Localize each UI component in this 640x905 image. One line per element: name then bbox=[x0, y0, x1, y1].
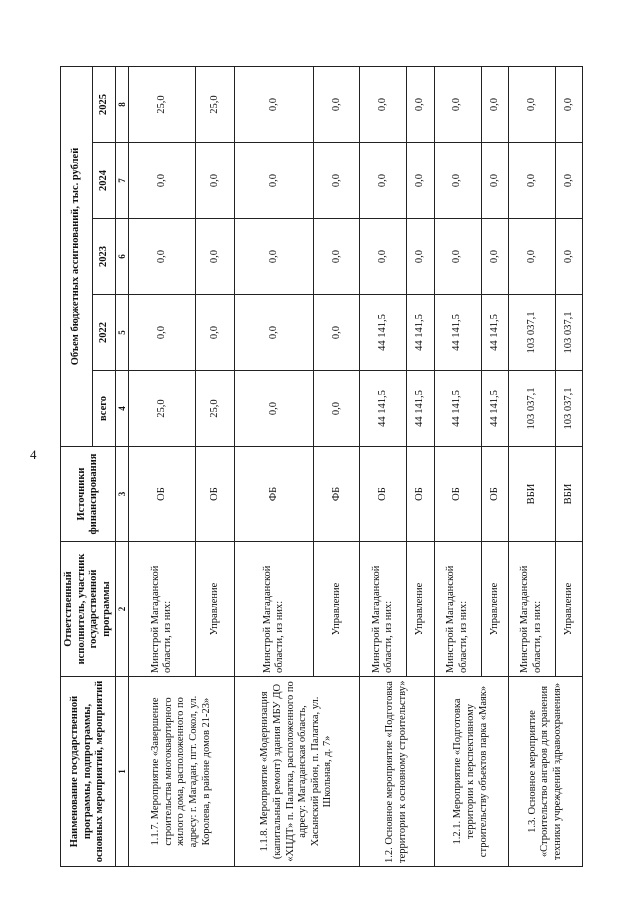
source-cell: ОБ bbox=[196, 447, 235, 542]
value-cell: 0,0 bbox=[196, 295, 235, 371]
value-cell: 0,0 bbox=[314, 66, 360, 142]
executor-cell: Управление bbox=[407, 542, 434, 677]
table-row bbox=[360, 66, 407, 866]
value-cell: 0,0 bbox=[509, 143, 556, 219]
value-cell: 0,0 bbox=[235, 295, 314, 371]
value-cell: 0,0 bbox=[360, 219, 407, 295]
value-cell: 0,0 bbox=[235, 143, 314, 219]
value-cell: 0,0 bbox=[407, 143, 434, 219]
value-cell: 0,0 bbox=[235, 219, 314, 295]
value-cell: 103 037,1 bbox=[509, 371, 556, 447]
source-cell: ФБ bbox=[314, 447, 360, 542]
header-executor: Ответственный исполнитель, участник государственной программы bbox=[61, 542, 116, 677]
value-cell: 0,0 bbox=[509, 219, 556, 295]
value-cell: 44 141,5 bbox=[481, 371, 508, 447]
value-cell: 103 037,1 bbox=[555, 295, 582, 371]
executor-cell: Управление bbox=[481, 542, 508, 677]
value-cell: 0,0 bbox=[129, 295, 196, 371]
table-row bbox=[509, 66, 556, 866]
source-cell: ОБ bbox=[407, 447, 434, 542]
header-total: всего bbox=[92, 371, 115, 447]
column-number-row bbox=[116, 66, 129, 866]
source-cell: ВБИ bbox=[555, 447, 582, 542]
col-number: 8 bbox=[116, 66, 129, 142]
value-cell: 0,0 bbox=[196, 143, 235, 219]
header-year: 2022 bbox=[92, 295, 115, 371]
source-cell: ОБ bbox=[481, 447, 508, 542]
value-cell: 0,0 bbox=[509, 66, 556, 142]
value-cell: 0,0 bbox=[235, 66, 314, 142]
value-cell: 0,0 bbox=[314, 143, 360, 219]
executor-cell: Управление bbox=[196, 542, 235, 677]
value-cell: 44 141,5 bbox=[360, 371, 407, 447]
source-cell: ФБ bbox=[235, 447, 314, 542]
header-year: 2025 bbox=[92, 66, 115, 142]
value-cell: 0,0 bbox=[555, 66, 582, 142]
value-cell: 0,0 bbox=[555, 219, 582, 295]
value-cell: 0,0 bbox=[314, 295, 360, 371]
value-cell: 44 141,5 bbox=[434, 371, 481, 447]
page-number: 4 bbox=[30, 447, 37, 462]
value-cell: 25,0 bbox=[129, 371, 196, 447]
value-cell: 44 141,5 bbox=[434, 295, 481, 371]
measure-name: 1.1.8. Мероприятие «Модернизация (капитальный ремонт) здания МБУ ДО «ХЦДТ» п. Палатка, расположенного по адресу: Магаданская область, Хасынский район, п. Палатка, ул. Школьная, д. 7» bbox=[235, 677, 360, 867]
value-cell: 25,0 bbox=[196, 66, 235, 142]
value-cell: 0,0 bbox=[407, 219, 434, 295]
value-cell: 25,0 bbox=[129, 66, 196, 142]
executor-cell: Минстрой Магаданской области, из них: bbox=[509, 542, 556, 677]
value-cell: 0,0 bbox=[235, 371, 314, 447]
executor-cell: Минстрой Магаданской области, из них: bbox=[235, 542, 314, 677]
table-row bbox=[434, 66, 481, 866]
header-source: Источники финансирования bbox=[61, 447, 116, 542]
value-cell: 25,0 bbox=[196, 371, 235, 447]
measure-name: 1.2.1. Мероприятие «Подготовка территории к перспективному строительству объектов парка «Маяк» bbox=[434, 677, 508, 867]
header-year: 2024 bbox=[92, 143, 115, 219]
value-cell: 0,0 bbox=[314, 371, 360, 447]
measure-name: 1.3. Основное мероприятие «Строительство ангаров для хранения техники учреждений здравоохранения» bbox=[509, 677, 583, 867]
value-cell: 0,0 bbox=[434, 143, 481, 219]
col-number: 4 bbox=[116, 371, 129, 447]
value-cell: 0,0 bbox=[481, 143, 508, 219]
executor-cell: Минстрой Магаданской области, из них: bbox=[360, 542, 407, 677]
source-cell: ОБ bbox=[129, 447, 196, 542]
rotated-table-wrapper bbox=[60, 67, 580, 867]
value-cell: 44 141,5 bbox=[407, 371, 434, 447]
budget-table bbox=[60, 66, 583, 867]
executor-cell: Минстрой Магаданской области, из них: bbox=[434, 542, 481, 677]
value-cell: 103 037,1 bbox=[509, 295, 556, 371]
source-cell: ВБИ bbox=[509, 447, 556, 542]
value-cell: 0,0 bbox=[434, 66, 481, 142]
col-number: 1 bbox=[116, 677, 129, 867]
value-cell: 0,0 bbox=[129, 219, 196, 295]
header-name: Наименование государственной программы, подпрограммы, основных мероприятий, мероприятий bbox=[61, 677, 116, 867]
value-cell: 0,0 bbox=[360, 66, 407, 142]
value-cell: 0,0 bbox=[360, 143, 407, 219]
value-cell: 0,0 bbox=[434, 219, 481, 295]
value-cell: 0,0 bbox=[555, 143, 582, 219]
value-cell: 44 141,5 bbox=[407, 295, 434, 371]
executor-cell: Минстрой Магаданской области, из них: bbox=[129, 542, 196, 677]
col-number: 5 bbox=[116, 295, 129, 371]
table-row bbox=[129, 66, 196, 866]
table-row bbox=[235, 66, 314, 866]
measure-name: 1.2. Основное мероприятие «Подготовка территории к основному строительству» bbox=[360, 677, 434, 867]
measure-name: 1.1.7. Мероприятие «Завершение строительства многоквартирного жилого дома, расположенного по адресу: г. Магадан, пгт. Сокол, ул. Королева, в районе домов 21-23» bbox=[129, 677, 235, 867]
source-cell: ОБ bbox=[360, 447, 407, 542]
value-cell: 0,0 bbox=[407, 66, 434, 142]
col-number: 7 bbox=[116, 143, 129, 219]
value-cell: 0,0 bbox=[314, 219, 360, 295]
source-cell: ОБ bbox=[434, 447, 481, 542]
col-number: 3 bbox=[116, 447, 129, 542]
col-number: 2 bbox=[116, 542, 129, 677]
value-cell: 0,0 bbox=[196, 219, 235, 295]
value-cell: 0,0 bbox=[129, 143, 196, 219]
col-number: 6 bbox=[116, 219, 129, 295]
value-cell: 44 141,5 bbox=[481, 295, 508, 371]
value-cell: 0,0 bbox=[481, 66, 508, 142]
executor-cell: Управление bbox=[314, 542, 360, 677]
value-cell: 103 037,1 bbox=[555, 371, 582, 447]
header-year: 2023 bbox=[92, 219, 115, 295]
value-cell: 0,0 bbox=[481, 219, 508, 295]
header-volume: Объем бюджетных ассигнований, тыс. рублей bbox=[61, 66, 93, 446]
executor-cell: Управление bbox=[555, 542, 582, 677]
value-cell: 44 141,5 bbox=[360, 295, 407, 371]
